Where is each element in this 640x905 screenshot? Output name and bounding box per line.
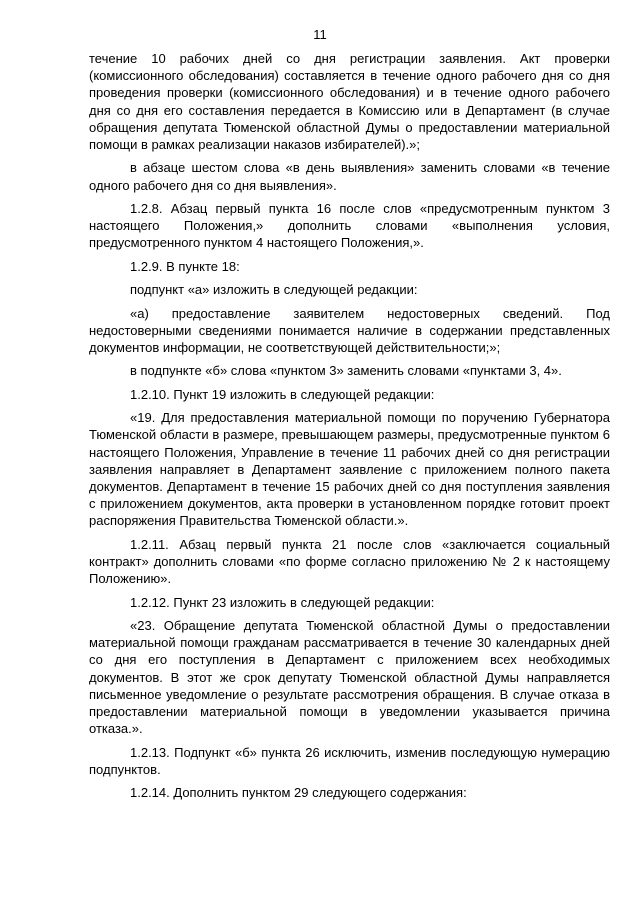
paragraph-quote-a: «а) предоставление заявителем недостоверных сведений. Под недостоверными сведениями понимается наличие в содержании представленных документов информации, не соответствующей действительности;»; [89,305,610,355]
paragraph-1-2-12: 1.2.12. Пункт 23 изложить в следующей редакции: [130,594,435,610]
paragraph: подпункт «а» изложить в следующей редакции: [130,282,418,298]
paragraph-quote-19: «19. Для предоставления материальной помощи по поручению Губернатора Тюменской области в размере, превышающем размеры, предусмотренные пунктом 6 настоящего Положения, Управление в течение 11 рабочих дней со дня регистрации заявления направляет в Департамент заявление с приложением полного пакета документов. Департамент в течение 15 рабочих дней со дня поступления заявления с приложением документов, акта проверки в установленном порядке готовит проект распоряжения Правительства Тюменской области.». [89,410,610,529]
paragraph-1-2-13: 1.2.13. Подпункт «б» пункта 26 исключить, изменив последующую нумерацию подпунктов. [89,744,610,777]
paragraph-continuation: течение 10 рабочих дней со дня регистрации заявления. Акт проверки (комиссионного обследования) составляется в течение одного рабочего дня со дня проведения проверки (комиссионного обследования) и в течение одного рабочего дня со дня его составления передается в Комиссию или в Департамент (в случае обращения депутата Тюменской областной Думы о предоставлении материальной помощи в рамках реализации наказов избирателей).»; [89,51,610,153]
paragraph-quote-23: «23. Обращение депутата Тюменской областной Думы о предоставлении материальной помощи гражданам рассматривается в течение 30 календарных дней со дня его поступления в Департамент с приложением всех необходимых документов. В этот же срок депутату Тюменской областной Думы направляется письменное уведомление о результате рассмотрения обращения. В случае отказа в предоставлении материальной помощи в уведомлении указывается причина отказа.». [89,617,610,737]
paragraph-1-2-14: 1.2.14. Дополнить пунктом 29 следующего содержания: [130,785,467,801]
page-number: 11 [313,27,327,42]
paragraph-1-2-9: 1.2.9. В пункте 18: [130,258,240,274]
paragraph-1-2-10: 1.2.10. Пункт 19 изложить в следующей редакции: [130,386,435,402]
paragraph: в подпункте «б» слова «пунктом 3» заменить словами «пунктами 3, 4». [130,363,562,379]
document-body [89,50,610,808]
paragraph: в абзаце шестом слова «в день выявления» заменить словами «в течение одного рабочего дня со дня выявления». [89,160,610,193]
paragraph-1-2-11: 1.2.11. Абзац первый пункта 21 после слов «заключается социальный контракт» дополнить словами «по форме согласно приложению № 2 к настоящему Положению». [89,536,610,587]
paragraph-1-2-8: 1.2.8. Абзац первый пункта 16 после слов «предусмотренным пунктом 3 настоящего Положения,» дополнить словами «выполнения условия, предусмотренного пунктом 4 настоящего Положения,». [89,201,610,251]
